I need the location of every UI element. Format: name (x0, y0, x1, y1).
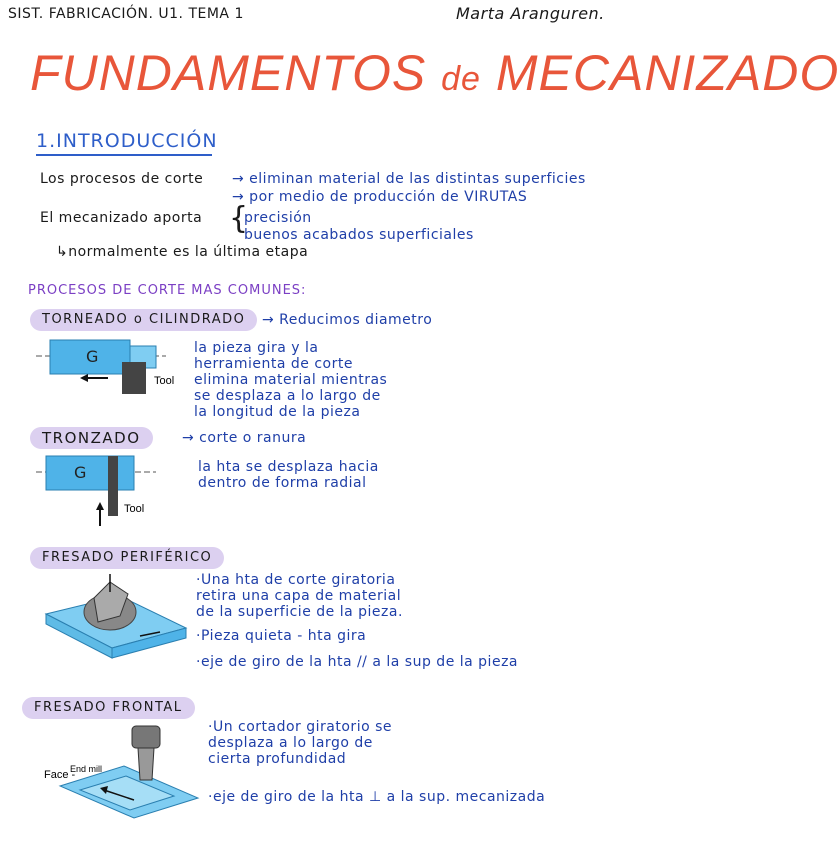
svg-text:G: G (86, 347, 99, 366)
list-item: desplaza a lo largo de (208, 735, 373, 751)
process-fresado-periferico-pill: FRESADO PERIFÉRICO (30, 547, 224, 569)
fig-endmill-label: End mill (70, 764, 103, 774)
process-fresado-frontal-text (208, 719, 545, 805)
intro-line1-right: → eliminan material de las distintas superficies (232, 171, 586, 187)
list-item: la hta se desplaza hacia (198, 459, 379, 475)
process-fresado-frontal-pill: FRESADO FRONTAL (22, 697, 195, 719)
section-underline (36, 154, 212, 156)
process-tronzado-text (198, 459, 379, 491)
fig-tool-label: Tool (154, 375, 175, 387)
header-subject: SIST. FABRICACIÓN. U1. TEMA 1 (8, 6, 244, 22)
list-item: la pieza gira y la (194, 340, 319, 356)
intro-line2-right: → por medio de producción de VIRUTAS (232, 189, 528, 205)
list-item: la longitud de la pieza (194, 404, 361, 420)
list-item: ·Una hta de corte giratoria (196, 572, 396, 588)
title-part-2: de (441, 60, 481, 98)
list-item: elimina material mientras (194, 372, 388, 388)
face-milling-diagram (44, 720, 204, 820)
svg-text:G: G (74, 463, 87, 482)
title-part-3: MECANIZADO (495, 45, 839, 101)
brace: { (229, 201, 249, 236)
list-item: herramienta de corte (194, 356, 353, 372)
peripheral-milling-diagram (40, 572, 190, 658)
process-tronzado-pill: TRONZADO (30, 427, 153, 449)
list-item: ·Pieza quieta - hta gira (196, 628, 367, 644)
header-author: Marta Aranguren. (456, 4, 605, 23)
list-item: ·Un cortador giratorio se (208, 719, 392, 735)
common-heading: PROCESOS DE CORTE MAS COMUNES: (28, 283, 307, 298)
list-item: se desplaza a lo largo de (194, 388, 381, 404)
list-item: dentro de forma radial (198, 475, 367, 491)
parting-diagram (36, 450, 176, 530)
list-item: retira una capa de material (196, 588, 402, 604)
process-torneado-note: → Reducimos diametro (262, 312, 433, 328)
title-part-1: FUNDAMENTOS (30, 45, 427, 101)
list-item: ·eje de giro de la hta ⊥ a la sup. mecanizada (208, 789, 546, 805)
process-fresado-periferico-text (196, 572, 518, 670)
fig-face-label: Face - (44, 769, 76, 781)
turning-diagram (36, 334, 186, 398)
process-torneado-text (194, 340, 387, 420)
intro-line1-left: Los procesos de corte (40, 171, 204, 187)
section-heading: 1.INTRODUCCIÓN (36, 130, 218, 152)
process-torneado-pill: TORNEADO o CILINDRADO (30, 309, 257, 331)
fig-tool-label: Tool (124, 503, 145, 515)
process-tronzado-note: → corte o ranura (182, 430, 307, 446)
intro-line3-left: El mecanizado aporta (40, 210, 203, 226)
page-title (30, 44, 839, 102)
list-item: ·eje de giro de la hta // a la sup de la pieza (196, 654, 518, 670)
list-item: cierta profundidad (208, 751, 347, 767)
intro-line5: ↳normalmente es la última etapa (56, 244, 309, 260)
intro-line3-right: precisión (244, 210, 312, 226)
intro-line4-right: buenos acabados superficiales (244, 227, 474, 243)
list-item: de la superficie de la pieza. (196, 604, 403, 620)
